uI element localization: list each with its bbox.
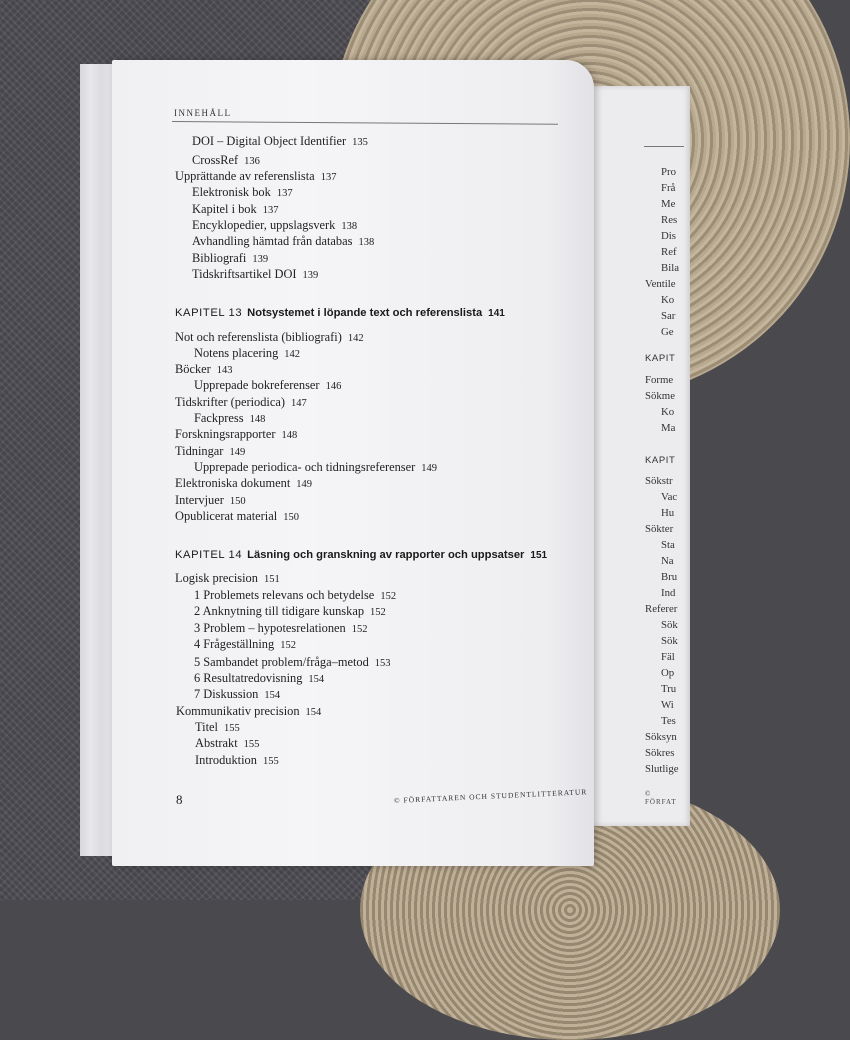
fragment: Slutlige xyxy=(645,763,679,775)
fragment: Bila xyxy=(661,262,679,274)
fragment: Tru xyxy=(661,683,677,695)
toc-entry: 6 Resultatredovisning 154 xyxy=(194,671,325,685)
fragment: Res xyxy=(661,214,678,226)
fragment: Dis xyxy=(661,230,676,242)
fragment: Sta xyxy=(661,539,675,551)
toc-entry: Elektroniska dokument 149 xyxy=(175,476,313,490)
toc-entry: Upprättande av referenslista 137 xyxy=(175,169,337,183)
right-header-rule xyxy=(644,146,684,147)
fragment: Vac xyxy=(661,491,678,503)
fragment: Sökme xyxy=(645,390,675,402)
fragment: Forme xyxy=(645,374,674,386)
fragment: Ventile xyxy=(645,278,676,290)
fragment: Sökstr xyxy=(645,475,673,487)
fragment: Sar xyxy=(661,310,676,322)
toc-entry: Encyklopedier, uppslagsverk 138 xyxy=(192,218,358,232)
fragment: Ref xyxy=(661,246,677,258)
toc-entry: 2 Anknytning till tidigare kunskap 152 xyxy=(194,604,386,618)
fragment: Bru xyxy=(661,571,678,583)
toc-entry: Intervjuer 150 xyxy=(175,493,246,507)
toc-entry: Avhandling hämtad från databas 138 xyxy=(192,234,375,248)
toc-entry: Böcker 143 xyxy=(175,362,233,376)
toc-entry: 1 Problemets relevans och betydelse 152 xyxy=(194,588,397,602)
toc-entry: Kapitel i bok 137 xyxy=(192,202,279,216)
toc-entry: 7 Diskussion 154 xyxy=(194,687,281,701)
toc-entry: Fackpress 148 xyxy=(194,411,266,425)
toc-entry: Introduktion 155 xyxy=(195,753,279,767)
chapter-heading: KAPITEL 14 Läsning och granskning av rapporter och uppsatser 151 xyxy=(175,549,548,561)
toc-entry: Tidskriftsartikel DOI 139 xyxy=(192,267,319,281)
toc-entry: CrossRef 136 xyxy=(192,153,260,167)
toc-entry: Bibliografi 139 xyxy=(192,251,269,265)
fragment: Frå xyxy=(661,182,676,194)
fragment: Op xyxy=(661,667,675,679)
copyright-notice: © FÖRFATTAREN OCH STUDENTLITTERATUR xyxy=(393,787,588,805)
running-head: INNEHÅLL xyxy=(174,108,232,118)
fragment: Ge xyxy=(661,326,674,338)
fragment: Me xyxy=(661,198,676,210)
fragment: Ma xyxy=(661,422,676,434)
toc-entry: Tidningar 149 xyxy=(175,444,246,458)
fragment: Ind xyxy=(661,587,676,599)
fragment-chapter: KAPIT xyxy=(645,455,676,466)
fragment: Sök xyxy=(661,619,678,631)
toc-entry: Titel 155 xyxy=(195,720,240,734)
page-edges xyxy=(80,64,116,856)
toc-entry: Kommunikativ precision 154 xyxy=(176,704,322,718)
toc-entry: Tidskrifter (periodica) 147 xyxy=(175,395,307,409)
toc-entry: 3 Problem – hypotesrelationen 152 xyxy=(194,621,368,635)
toc-entry: Upprepade bokreferenser 146 xyxy=(194,378,342,392)
fragment: Sökres xyxy=(645,747,675,759)
toc-entry: Opublicerat material 150 xyxy=(175,509,299,523)
fragment: Tes xyxy=(661,715,676,727)
fragment: Hu xyxy=(661,507,675,519)
fragment: Söksyn xyxy=(645,731,677,743)
toc-entry: 4 Frågeställning 152 xyxy=(194,637,296,651)
fragment: Fäl xyxy=(661,651,675,663)
toc-entry: Upprepade periodica- och tidningsreferenser 149 xyxy=(194,460,437,474)
toc-entry: Forskningsrapporter 148 xyxy=(175,427,298,441)
toc-entry: Abstrakt 155 xyxy=(195,736,260,750)
toc-entry: 5 Sambandet problem/fråga–metod 153 xyxy=(194,655,391,669)
fragment-chapter: KAPIT xyxy=(645,353,676,364)
fragment: Sök xyxy=(661,635,678,647)
fragment: Sökter xyxy=(645,523,674,535)
fragment: Ko xyxy=(661,406,675,418)
fragment: Ko xyxy=(661,294,675,306)
toc-entry: Logisk precision 151 xyxy=(175,571,280,585)
toc-entry: DOI – Digital Object Identifier 135 xyxy=(192,134,368,148)
fragment: Na xyxy=(661,555,674,567)
chapter-heading: KAPITEL 13 Notsystemet i löpande text och referenslista 141 xyxy=(175,307,505,319)
toc-entry: Notens placering 142 xyxy=(194,346,301,360)
fragment: Wi xyxy=(661,699,674,711)
fragment: Referer xyxy=(645,603,678,615)
fragment: Pro xyxy=(661,166,676,178)
toc-entry: Not och referenslista (bibliografi) 142 xyxy=(175,330,364,344)
page-number: 8 xyxy=(176,792,183,807)
toc-entry: Elektronisk bok 137 xyxy=(192,185,293,199)
fragment-copyright: © FÖRFAT xyxy=(645,790,677,806)
